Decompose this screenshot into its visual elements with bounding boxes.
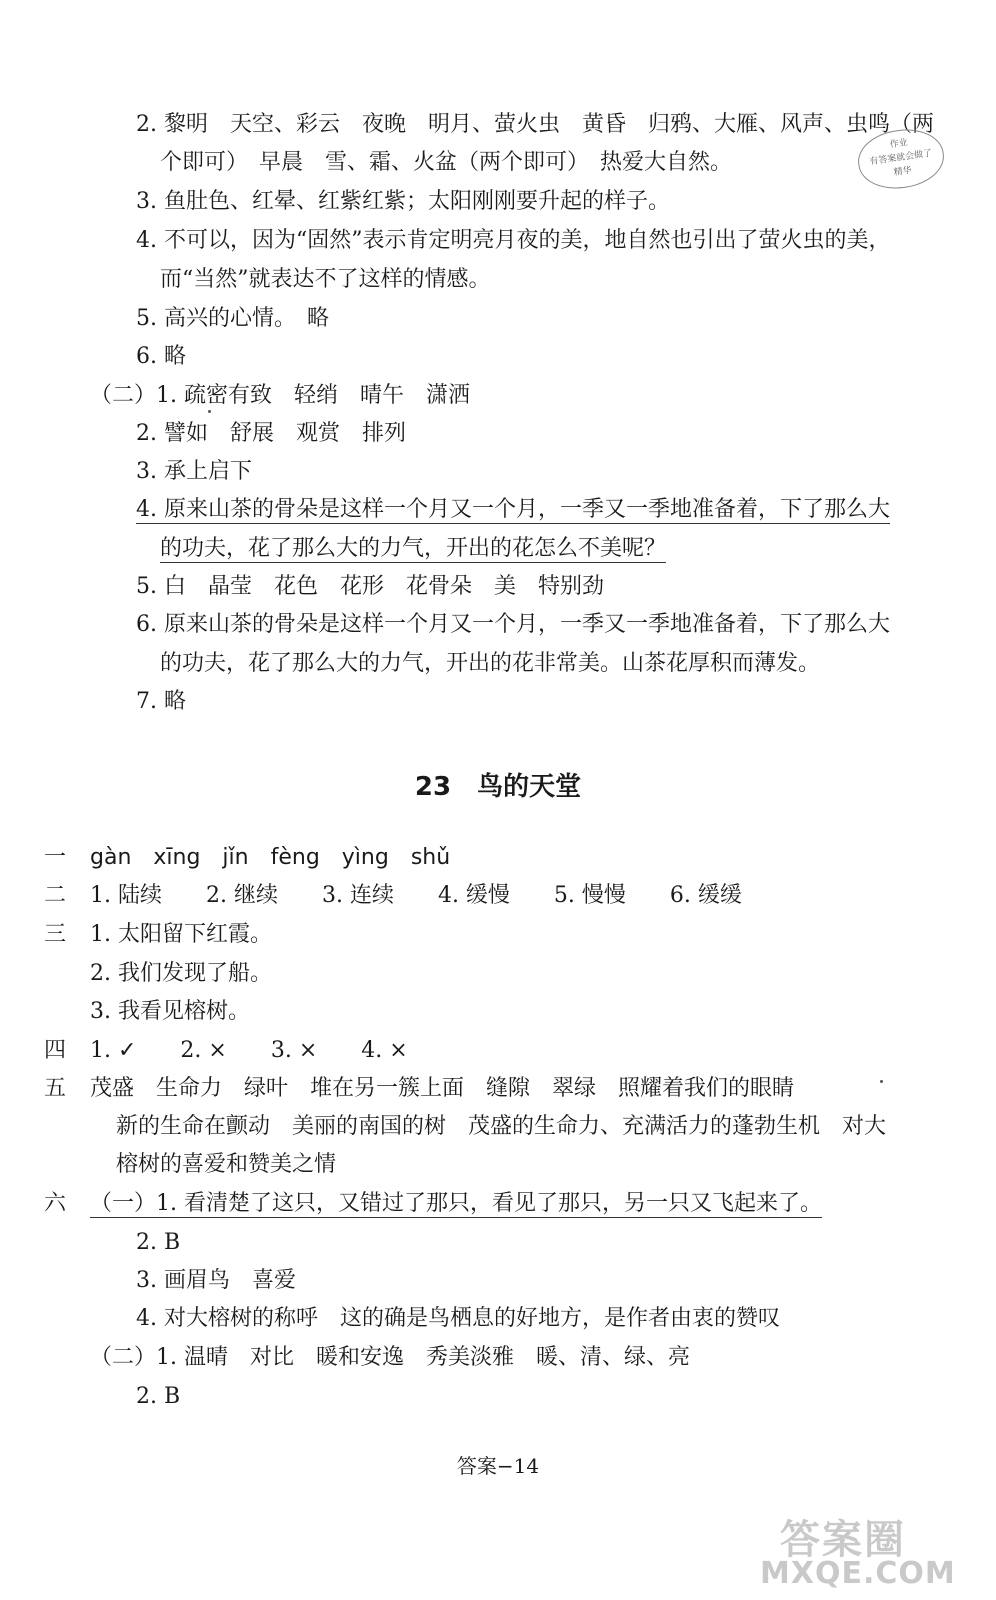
answer-line: 而“当然”就表达不了这样的情感。 <box>160 267 491 292</box>
question-label: 五 <box>44 1076 67 1101</box>
answer-line: 茂盛 生命力 绿叶 堆在另一簇上面 缝隙 翠绿 照耀着我们的眼睛 <box>90 1076 795 1101</box>
scan-speck <box>880 1080 883 1083</box>
lesson-name: 鸟的天堂 <box>477 772 582 802</box>
stamp-text: 有答案就会做了 <box>868 148 933 168</box>
page-number: 答案−14 <box>456 1454 540 1478</box>
answer-line: 4. 不可以，因为“固然”表示肯定明亮月夜的美，地自然也引出了萤火虫的美， <box>136 228 891 253</box>
answer-line: 5. 高兴的心情。 略 <box>136 306 329 331</box>
answer-line: 6. 原来山茶的骨朵是这样一个月又一个月，一季又一季地准备着，下了那么大 <box>136 612 890 637</box>
answer-line: 5. 白 晶莹 花色 花形 花骨朵 美 特别劲 <box>136 574 604 599</box>
answer-line: 4. 对大榕树的称呼 这的确是鸟栖息的好地方，是作者由衷的赞叹 <box>136 1306 780 1331</box>
question-label: 四 <box>44 1038 67 1063</box>
answer-line: 1. 太阳留下红霞。 <box>90 922 272 947</box>
lesson-number: 23 <box>414 772 452 802</box>
answer-line-underlined <box>136 495 890 525</box>
answer-line-underlined <box>160 534 666 564</box>
answer-line: 榕树的喜爱和赞美之情 <box>116 1152 337 1177</box>
stamp-text: 精华 <box>893 165 913 179</box>
answer-line: 2. 我们发现了船。 <box>90 961 272 986</box>
underlined-text: 4. 原来山茶的骨朵是这样一个月又一个月，一季又一季地准备着，下了那么大 <box>136 497 890 522</box>
answer-line: 2. 譬如 舒展 观赏 排列 <box>136 421 406 446</box>
answer-line: 1. 陆续 2. 继续 3. 连续 4. 缓慢 5. 慢慢 6. 缓缓 <box>90 883 742 908</box>
underlined-text: （一）1. 看清楚了这只，又错过了那只，看见了那只，另一只又飞起来了。 <box>90 1191 822 1216</box>
answer-line: 的功夫，花了那么大的力气，开出的花非常美。山茶花厚积而薄发。 <box>160 651 821 676</box>
answer-line: 2. B <box>136 1384 181 1409</box>
answer-line: 新的生命在颤动 美丽的南国的树 茂盛的生命力、充满活力的蓬勃生机 对大 <box>116 1114 887 1139</box>
answer-line: 3. 画眉鸟 喜爱 <box>136 1268 296 1293</box>
watermark-logo <box>760 1508 988 1596</box>
question-label: 一 <box>44 845 67 870</box>
question-label: 三 <box>44 922 67 947</box>
answer-line: 3. 承上启下 <box>136 459 252 484</box>
answer-line: （二）1. 疏密有致 轻绡 晴午 潇洒 <box>90 383 470 408</box>
underlined-text: 的功夫，花了那么大的力气，开出的花怎么不美呢？ <box>160 536 667 561</box>
scan-speck <box>208 410 211 413</box>
answer-line: 个即可） 早晨 雪、霜、火盆（两个即可） 热爱大自然。 <box>160 150 733 175</box>
answer-line: 6. 略 <box>136 344 186 369</box>
watermark-text: MXQE.COM <box>760 1556 956 1591</box>
question-label: 六 <box>44 1191 67 1216</box>
answer-line-underlined <box>90 1189 822 1219</box>
answer-line: 2. 黎明 天空、彩云 夜晚 明月、萤火虫 黄昏 归鸦、大雁、风声、虫鸣（两 <box>136 112 934 137</box>
answer-line: 1. ✓ 2. × 3. × 4. × <box>90 1038 408 1063</box>
lesson-title <box>0 766 996 803</box>
answer-line: 3. 鱼肚色、红晕、红紫红紫；太阳刚刚要升起的样子。 <box>136 189 670 214</box>
answer-line: 7. 略 <box>136 689 186 714</box>
question-label: 二 <box>44 883 67 908</box>
pinyin-answers: gàn xīng jǐn fèng yìng shǔ <box>90 845 451 870</box>
answer-line: （二）1. 温晴 对比 暖和安逸 秀美淡雅 暖、清、绿、亮 <box>90 1345 690 1370</box>
answer-line: 2. B <box>136 1230 181 1255</box>
answer-line: 3. 我看见榕树。 <box>90 999 250 1024</box>
watermark-text: 答案圈 <box>780 1517 906 1563</box>
stamp-text: 作业 <box>889 137 909 151</box>
